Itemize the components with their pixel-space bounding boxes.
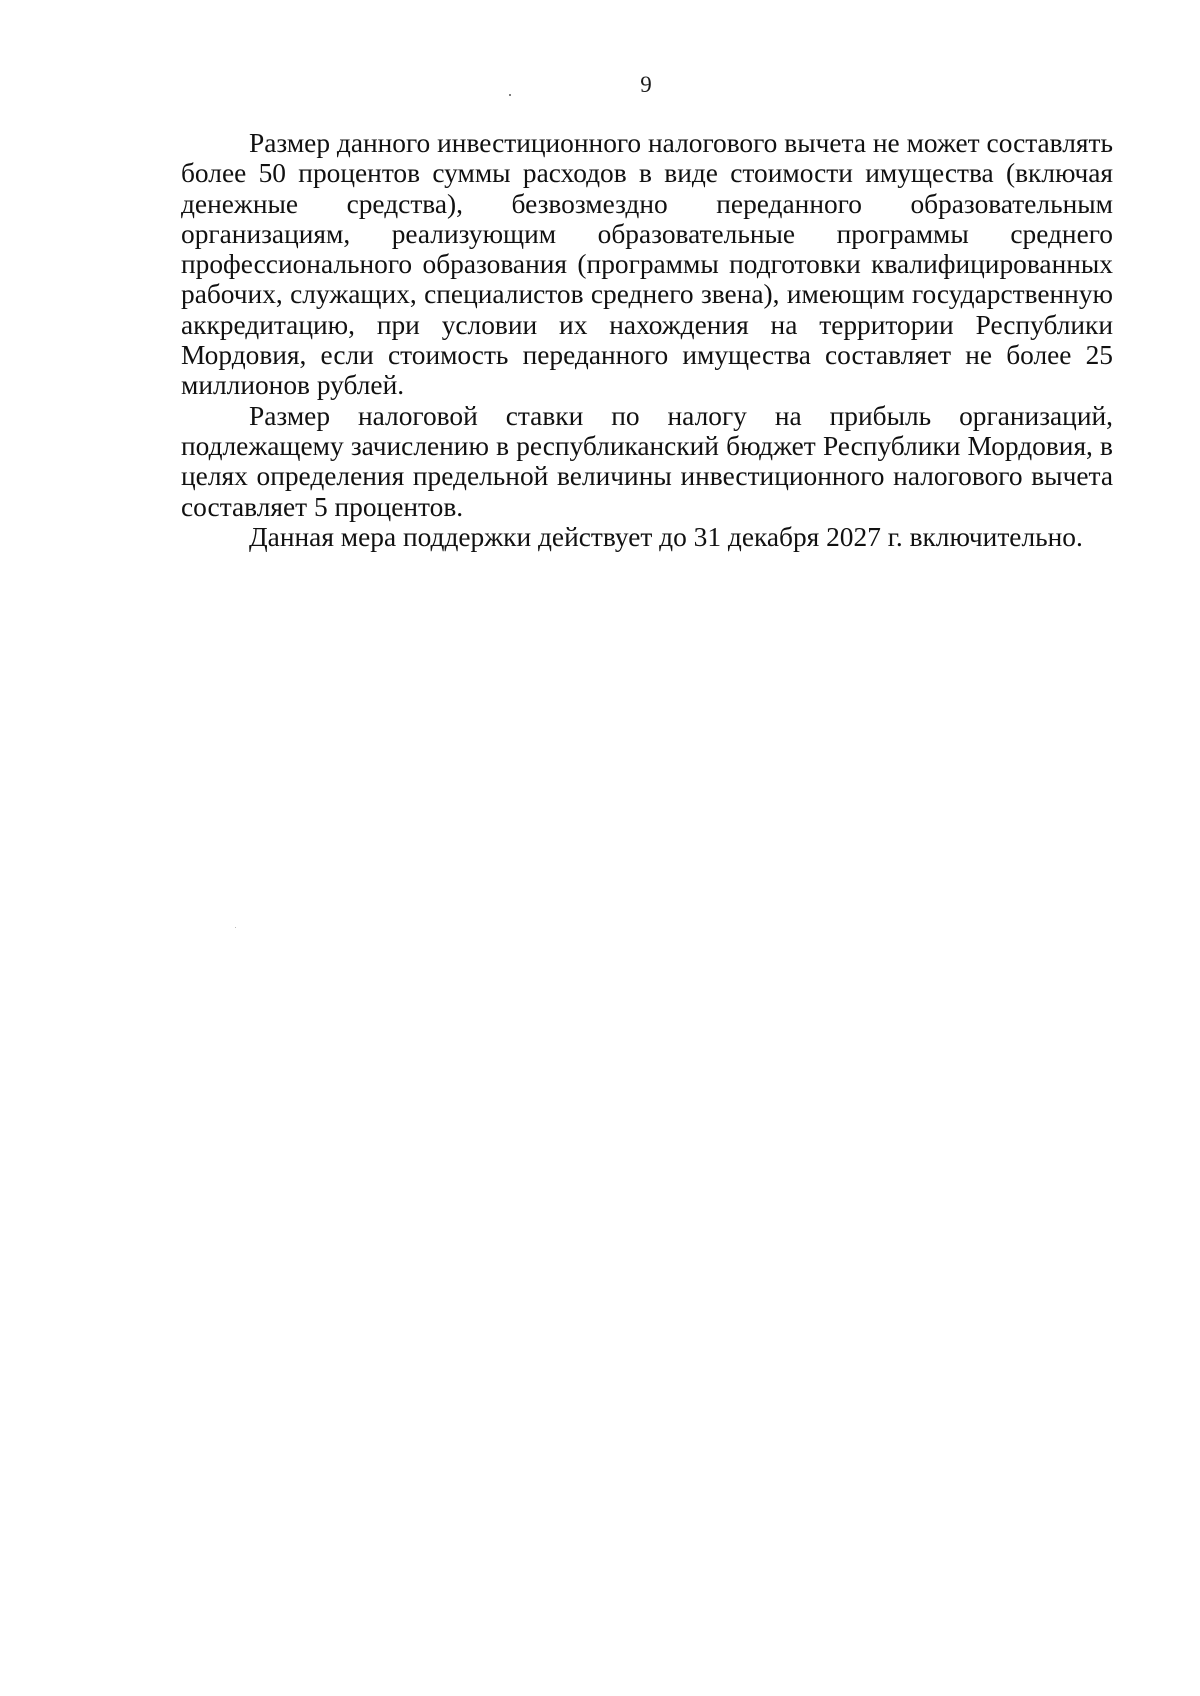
paragraph-validity-period: Данная мера поддержки действует до 31 декабря 2027 г. включительно. bbox=[249, 521, 1083, 552]
scan-speck-lower bbox=[235, 927, 236, 928]
body-text bbox=[181, 128, 1113, 552]
scan-speck bbox=[509, 94, 511, 96]
paragraph-deduction-limit: Размер данного инвестиционного налогового вычета не может составлять более 50 процентов суммы расходов в виде стоимости имущества (включая денежные средства), безвозмездно переданного образовательным организациям, реализующим образовательные программы среднего профессионального образования (программы подготовки квалифицированных рабочих, служащих, специалистов среднего звена), имеющим государственную аккредитацию, при условии их нахождения на территории Республики Мордовия, если стоимость переданного имущества составляет не более 25 миллионов рублей. bbox=[181, 128, 1113, 401]
page-number: 9 bbox=[640, 72, 652, 97]
paragraph-tax-rate: Размер налоговой ставки по налогу на прибыль организаций, подлежащему зачислению в республиканский бюджет Республики Мордовия, в целях определения предельной величины инвестиционного налогового вычета составляет 5 процентов. bbox=[181, 400, 1113, 522]
